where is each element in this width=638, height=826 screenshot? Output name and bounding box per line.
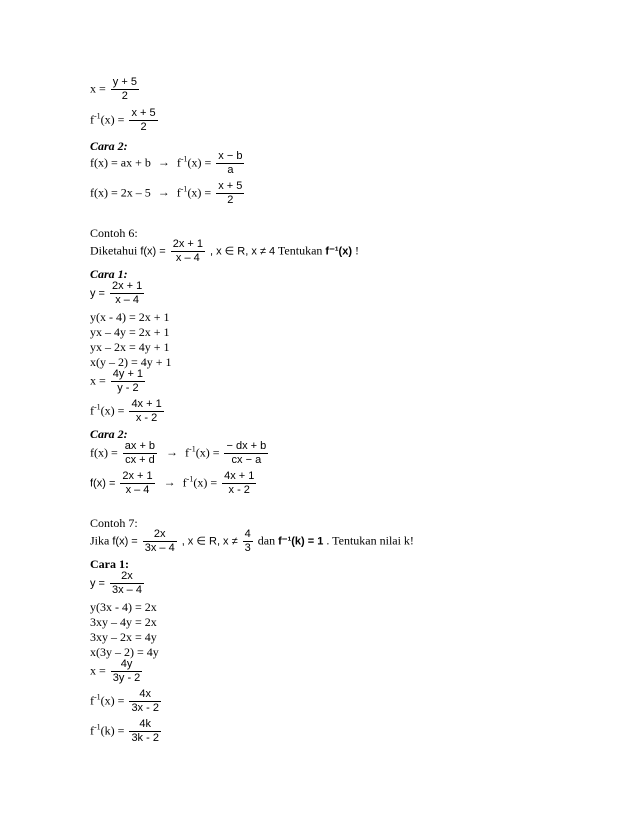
equation-general xyxy=(90,440,270,467)
equation-lhs: x = xyxy=(90,81,106,96)
step-line: 3xy – 2x = 4y xyxy=(90,630,157,644)
fraction xyxy=(222,470,256,497)
denominator: 2 xyxy=(129,120,157,134)
equation-y xyxy=(90,280,146,307)
denominator: x – 4 xyxy=(171,251,205,265)
equation-finv xyxy=(90,688,163,715)
equation-lhs: f(x) = xyxy=(112,535,138,548)
arrow-icon: → xyxy=(166,445,179,460)
fraction xyxy=(216,180,244,207)
denominator: 3 xyxy=(244,542,251,554)
equation-x xyxy=(90,658,144,685)
step-line: x(y – 2) = 4y + 1 xyxy=(90,355,172,369)
function-name: f xyxy=(90,723,94,738)
fraction xyxy=(129,398,163,425)
fraction xyxy=(110,570,144,597)
problem-statement xyxy=(90,528,414,555)
denominator: x - 2 xyxy=(129,411,163,425)
example-title: Contoh 6: xyxy=(90,226,138,240)
numerator: x − b xyxy=(218,150,243,162)
fraction xyxy=(111,368,145,395)
fraction xyxy=(224,440,268,467)
fraction xyxy=(123,440,157,467)
equation-lhs: (x) = xyxy=(193,475,218,490)
numerator: 4x + 1 xyxy=(224,470,255,482)
problem-statement xyxy=(90,238,359,265)
section-heading: Cara 1: xyxy=(90,557,129,571)
equation-x xyxy=(90,368,147,395)
function-name: f xyxy=(182,475,187,490)
equation-lhs: x = xyxy=(90,663,106,678)
denominator: cx − a xyxy=(224,453,268,467)
numerator: − dx + b xyxy=(226,440,267,452)
condition: , x ∈ R, x ≠ 4 xyxy=(209,245,276,258)
denominator: 3x – 4 xyxy=(111,584,142,596)
inverse-sup: -1 xyxy=(94,402,101,412)
inverse-sup: -1 xyxy=(189,444,196,454)
step-line: x(3y – 2) = 4y xyxy=(90,645,159,659)
function-name: f xyxy=(185,445,190,460)
equation-lhs: (x) = xyxy=(100,693,125,708)
equation-lhs: (k) = xyxy=(100,723,125,738)
fraction xyxy=(171,238,205,265)
equation-lhs: (x) = xyxy=(100,112,125,127)
equation-lhs: f(x) = ax + b xyxy=(90,155,151,170)
equation-finv xyxy=(90,398,166,425)
inverse-sup: -1 xyxy=(94,111,101,121)
denominator: a xyxy=(216,163,244,177)
equation-lhs: (x) = xyxy=(187,155,212,170)
numerator: 2x + 1 xyxy=(122,470,153,482)
fraction xyxy=(129,688,161,715)
step-line: yx – 2x = 4y + 1 xyxy=(90,340,170,354)
text-span: Jika xyxy=(90,533,110,548)
text-span: ! xyxy=(354,243,359,258)
denominator: 3y - 2 xyxy=(112,672,141,684)
denominator: 2 xyxy=(216,193,244,207)
equation-lhs: (x) = xyxy=(100,403,125,418)
text-span: Diketahui xyxy=(90,243,138,258)
denominator: x – 4 xyxy=(110,293,144,307)
numerator: 2x + 1 xyxy=(172,238,203,250)
equation-lhs: y = xyxy=(90,287,105,300)
denominator: y - 2 xyxy=(111,381,145,395)
denominator: 3x - 2 xyxy=(131,702,159,714)
numerator: x + 5 xyxy=(131,107,156,119)
equation-lhs: (x) = xyxy=(187,185,212,200)
condition: , x ∈ R, x ≠ xyxy=(181,535,238,548)
fraction xyxy=(129,718,161,745)
arrow-icon: → xyxy=(157,155,170,170)
section-heading: Cara 2: xyxy=(90,427,128,441)
denominator: cx + d xyxy=(123,453,157,467)
arrow-icon: → xyxy=(163,475,176,490)
equation-lhs: y = xyxy=(90,577,105,590)
step-line: yx – 4y = 2x + 1 xyxy=(90,325,170,339)
function-name: f xyxy=(90,403,94,418)
denominator: x – 4 xyxy=(120,483,154,497)
fraction xyxy=(129,107,157,134)
arrow-icon: → xyxy=(157,185,170,200)
equation-lhs: f(x) = xyxy=(90,445,118,460)
text-span: Tentukan xyxy=(277,243,323,258)
equation-fk xyxy=(90,718,163,745)
equation-x xyxy=(90,76,141,103)
text-span: dan xyxy=(257,533,276,548)
text-span: . Tentukan nilai k! xyxy=(326,533,414,548)
equation-example xyxy=(90,180,246,207)
numerator: 2x + 1 xyxy=(111,280,143,292)
equation-lhs: f(x) = 2x – 5 xyxy=(90,185,151,200)
denominator: 3x – 4 xyxy=(144,542,175,554)
inverse-sup: -1 xyxy=(180,154,188,164)
function-name: f xyxy=(90,112,94,127)
numerator: 4x xyxy=(139,688,151,700)
numerator: ax + b xyxy=(124,440,156,452)
fraction xyxy=(111,658,143,685)
fraction xyxy=(243,528,253,555)
equation-y xyxy=(90,570,146,597)
equation-example xyxy=(90,470,258,497)
inverse-function: f⁻¹(k) = 1 xyxy=(278,535,324,548)
numerator: 2x xyxy=(153,528,166,540)
inverse-sup: -1 xyxy=(94,692,101,702)
equation-finv xyxy=(90,107,160,134)
numerator: 4y xyxy=(120,658,133,670)
step-line: 3xy – 4y = 2x xyxy=(90,615,157,629)
example-title: Contoh 7: xyxy=(90,516,138,530)
fraction xyxy=(111,76,139,103)
function-name: f xyxy=(176,185,181,200)
denominator: x - 2 xyxy=(222,483,256,497)
numerator: 4k xyxy=(139,718,151,730)
section-heading: Cara 2: xyxy=(90,139,128,153)
fraction xyxy=(110,280,144,307)
fraction xyxy=(143,528,177,555)
equation-lhs: (x) = xyxy=(195,445,220,460)
equation-lhs: f(x) = xyxy=(140,245,166,258)
inverse-sup: -1 xyxy=(180,184,188,194)
numerator: x + 5 xyxy=(218,180,243,192)
equation-lhs: f(x) = xyxy=(90,477,116,490)
function-name: f xyxy=(176,155,181,170)
numerator: 4y + 1 xyxy=(112,368,144,380)
numerator: 2x xyxy=(121,570,133,582)
fraction xyxy=(120,470,154,497)
inverse-sup: -1 xyxy=(94,722,101,732)
numerator: 4 xyxy=(244,528,251,540)
numerator: y + 5 xyxy=(112,76,137,88)
step-line: y(3x - 4) = 2x xyxy=(90,600,157,614)
equation-general xyxy=(90,150,246,177)
section-heading: Cara 1: xyxy=(90,267,128,281)
denominator: 3k - 2 xyxy=(131,732,159,744)
inverse-function: f⁻¹(x) xyxy=(325,245,352,258)
equation-lhs: x = xyxy=(90,373,106,388)
inverse-sup: -1 xyxy=(186,474,194,484)
function-name: f xyxy=(90,693,94,708)
fraction xyxy=(216,150,244,177)
denominator: 2 xyxy=(111,89,139,103)
step-line: y(x - 4) = 2x + 1 xyxy=(90,310,170,324)
numerator: 4x + 1 xyxy=(131,398,162,410)
